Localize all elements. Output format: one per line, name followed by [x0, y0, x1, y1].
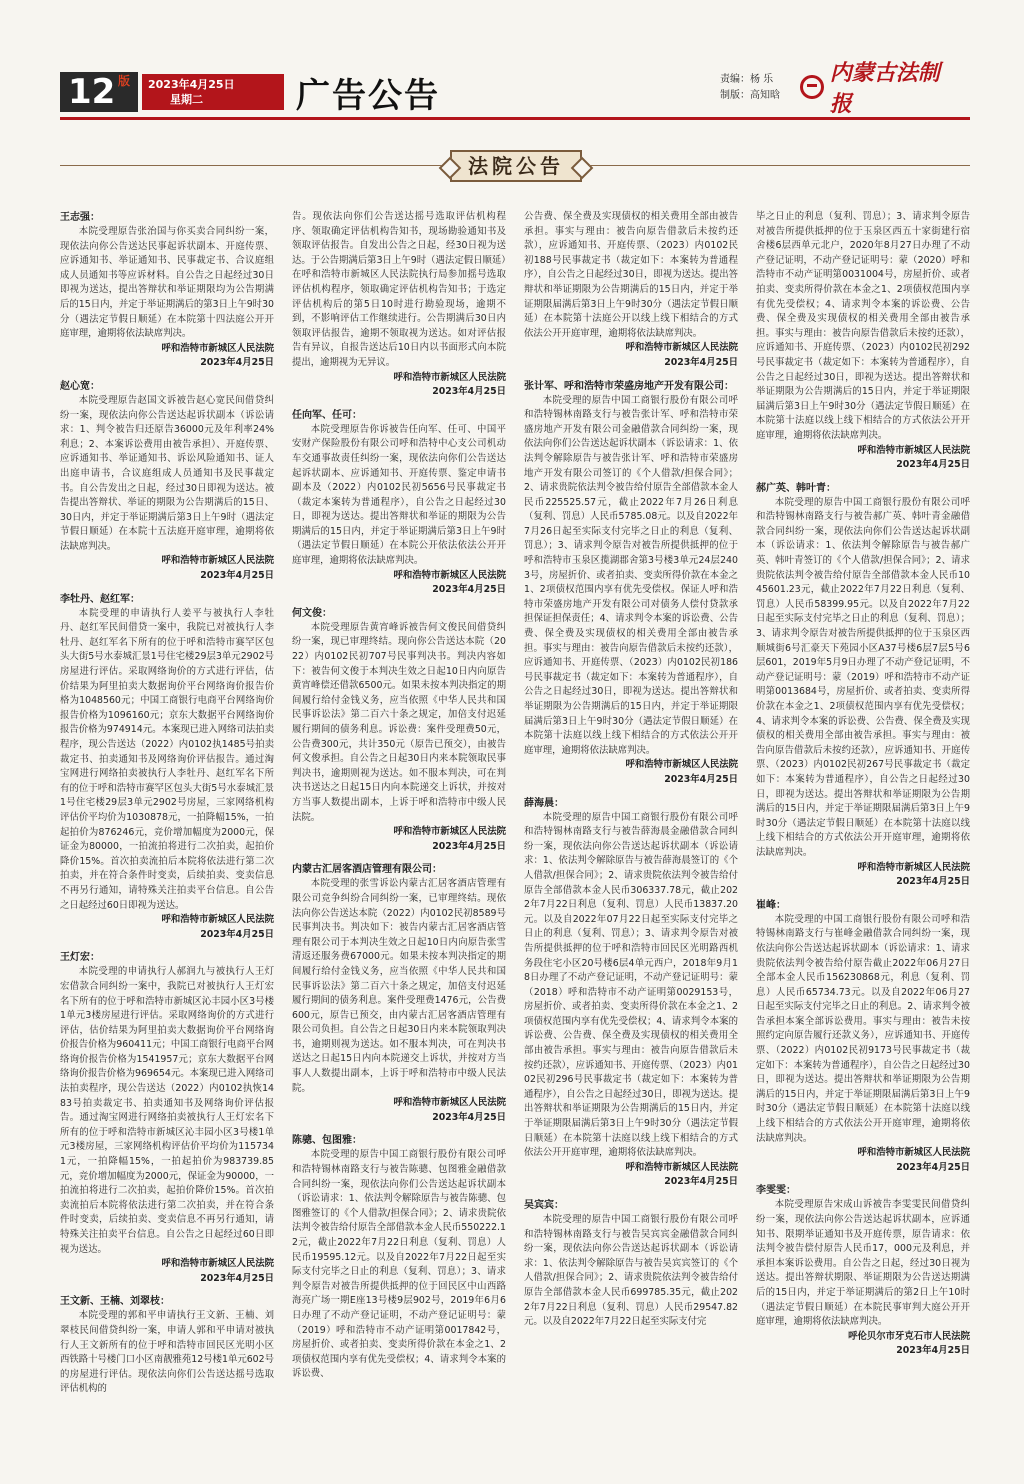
court-notice [292, 408, 506, 598]
notice-date: 2023年4月25日 [432, 1111, 506, 1123]
notice-court-signature: 呼和浩特市新城区人民法院 [857, 1147, 970, 1159]
court-notice [524, 796, 738, 1190]
logo-text: 内蒙古法制报 [829, 60, 940, 117]
notice-date: 2023年4月25日 [432, 584, 506, 596]
notice-body: 本院受理原告赵国文诉被告赵心宽民间借贷纠纷一案，现依法向你公告送达起诉状副本（诉讼请求：1、判令被告归还原告36000元及年利率24%利息；2、本案诉讼费用由被告承担）、开庭传票、应诉通知书、举证通知书、诉讼风险通知书、证人出庭申请书，合议庭组成人员通知书及民事裁定书。自公告发出之日起，经过30日即视为送达。被告提出答辩状、举证的期限为公告期满后的15日、30日内，并定于举证期满后第3日上午9时（遇法定节假日顺延）在本院十五法庭开庭审理，逾期将依法缺席判决。 [60, 394, 274, 552]
notice-date: 2023年4月25日 [200, 1272, 274, 1284]
notice-addressee: 王灯宏： [60, 952, 100, 964]
notice-court-signature: 呼和浩特市新城区人民法院 [625, 1161, 738, 1173]
notice-court-signature: 呼和浩特市新城区人民法院 [857, 444, 970, 456]
court-notice [292, 210, 506, 400]
notice-court-signature: 呼伦贝尔市牙克石市人民法院 [848, 1330, 970, 1342]
notice-body: 本院受理的原告中国工商银行股份有限公司呼和浩特锡林南路支行与被告张计军、呼和浩特市荣盛房地产开发有限公司金融借款合同纠纷一案，现依法向你们公告送达起诉状副本（诉讼请求：1、依法判令解除原告与被告张计军、呼和浩特市荣盛房地产开发有限公司签订的《个人借款/担保合同》；2、请求贵院依法判令被告给付原告全部借款本金人民币225525.57元，截止2022年7月26日利息（复利、罚息）人民币5785.08元。以及自2022年7月26日起至实际支付完毕之日止的利息（复利、罚息）；3、请求判令原告对被告所提供抵押的位于呼和浩特市玉泉区揽湖郡舍第3号楼3单元24层2403号，房屋折价、或者拍卖、变卖所得价款在本金之1、2项债权范围内享有优先受偿权。保证人呼和浩特市荣盛房地产开发有限公司对债务人偿付贷款承担保证担保责任；4、请求判令本案的诉讼费、公告费、保全费及实现债权的相关费用全部由被告承担。事实与理由：被告向原告借款后未按约还款），应诉通知书、开庭传票、（2023）内0102民初186号民事裁定书（裁定如下：本案转为普通程序），自公告之日起经过30日，即视为送达。提出答辩状和举证期限为公告期满后的15日内，并定于举证期限届满后第3日上午9时30分（遇法定节假日顺延）在本院第十法庭以线上线下相结合的方式依法公开开庭审理，逾期将依法缺席判决。 [524, 394, 738, 756]
notice-body: 本院受理原告你诉被告任向军、任可、中国平安财产保险股份有限公司呼和浩特中心支公司机动车交通事故责任纠纷一案，现依法向你们公告送达起诉状副本、应诉通知书、开庭传票、鉴定申请书副本及（2022）内0102民初5656号民事裁定书（裁定本案转为普通程序），自公告之日起经过30日，即视为送达。提出答辩状和举证的期限为公告期满后的15日内，并定于举证期满后第3日上午9时（遇法定节假日顺延）在本院公开依法依法公开开庭审理，逾期将依法缺席判决。 [292, 423, 506, 567]
court-notice [524, 379, 738, 788]
notice-addressee: 陈骢、包图雅： [292, 1135, 362, 1147]
notice-addressee: 李牡丹、赵红军： [60, 593, 140, 605]
notice-date: 2023年4月25日 [432, 386, 506, 398]
court-notice [292, 862, 506, 1125]
banner-line-right [588, 165, 970, 166]
notice-addressee: 内蒙古汇居客酒店管理有限公司： [292, 864, 442, 876]
court-notice [292, 606, 506, 855]
header-rule [60, 117, 970, 120]
page-suffix: 版 [118, 74, 131, 88]
masthead [60, 60, 960, 118]
notice-body: 本院受理的张雪诉讼内蒙古汇居客酒店管理有限公司竞争纠纷合同纠纷一案，已审理终结。现依法向你公告送达本院（2022）内0102民初8589号民事判决书。判决如下：被告内蒙古汇居客酒店管理有限公司于本判决生效之日起10日内向原告张雪清返还服务费67000元。如果未按本判决指定的期间履行给付金钱义务，应当依照《中华人民共和国民事诉讼法》第二百六十条之规定，加倍支付迟延履行期间的债务利息。案件受理费1476元，公告费600元，原告已预交，由内蒙古汇居客酒店管理有限公司负担。自公告之日起30日内来本院领取判决书，逾期则视为送达。如不服本判决，可在判决书送达之日起15日内向本院递交上诉状，并按对方当事人人数提出副本，上诉于呼和浩特市中级人民法院。 [292, 878, 506, 1094]
designer: 制版：高知晗 [720, 90, 780, 101]
notice-date: 2023年4月25日 [896, 1345, 970, 1357]
notice-body: 本院受理的原告中国工商银行股份有限公司呼和浩特锡林南路支行与被告薛海晨金融借款合同纠纷一案，现依法向你公告送达起诉状副本（诉讼请求：1、依法判令解除原告与被告薛海晨签订的《个人借款/担保合同》；2、请求贵院依法判令被告给付原告全部借款本金人民币306337.78元，截止2022年7月22日利息（复利、罚息）人民币13837.20元。以及自2022年07月22日起至实际支付完毕之日止的利息（复利、罚息）；3、请求判令原告对被告所提供抵押的位于呼和浩特市回民区光明路西机务段住宅小区20号楼6层4单元西户，2018年9月18日办理了不动产登记证明，不动产登记证明号：蒙（2018）呼和浩特市不动产证明第0029153号，房屋折价、或者拍卖、变卖所得价款在本金之1、2项债权范围内享有优先受偿权；4、请求判令本案的诉讼费、公告费、保全费及实现债权的相关费用全部由被告承担。事实与理由：被告向原告借款后未按约还款），应诉通知书、开庭传票、（2023）内0102民初296号民事裁定书（裁定如下：本案转为普通程序），自公告之日起经过30日，即视为送达。提出答辩状和举证期限为公告期满后的15日内，并定于举证期限届满后第3日上午9时30分（遇法定节假日顺延）在本院第十法庭以线上线下相结合的方式依法公开开庭审理，逾期将依法缺席判决。 [524, 811, 738, 1159]
court-notice [756, 481, 970, 890]
notice-date: 2023年4月25日 [200, 570, 274, 582]
notice-court-signature: 呼和浩特市新城区人民法院 [161, 342, 274, 354]
court-notice [756, 1183, 970, 1359]
notice-court-signature: 呼和浩特市新城区人民法院 [393, 1097, 506, 1109]
notice-body: 本院受理原告黄宵峰诉被告何文俊民间借贷纠纷一案，现已审理终结。现向你公告送达本院（2022）内0102民初707号民事判决书。判决内容如下：被告何文俊于本判决生效之日起10日内向原告黄宵峰偿还借款6500元。如果未按本判决指定的期间履行给付金钱义务，应当依照《中华人民共和国民事诉讼法》第二百六十条之规定，加倍支付迟延履行期间的债务利息。诉讼费：案件受理费50元，公告费300元，共计350元（原告已预交），由被告何文俊承担。自公告之日起30日内来本院领取民事判决书，逾期则视为送达。如不服本判决，可在判决书送达之日起15日内向本院递交上诉状，并按对方当事人数提出副本，上诉于呼和浩特市中级人民法院。 [292, 621, 506, 823]
notice-addressee: 薛海晨： [524, 797, 564, 809]
notice-court-signature: 呼和浩特市新城区人民法院 [161, 555, 274, 567]
court-notice [60, 1294, 274, 1397]
notice-court-signature: 呼和浩特市新城区人民法院 [857, 861, 970, 873]
notice-court-signature: 呼和浩特市新城区人民法院 [625, 759, 738, 771]
notice-body: 本院受理的原告中国工商银行股份有限公司呼和浩特锡林南路支行与被告陈骢、包图雅金融借款合同纠纷一案，现依法向你们公告送达起诉状副本（诉讼请求：1、依法判令解除原告与被告陈骢、包图雅签订的《个人借款/担保合同》；2、请求贵院依法判令被告给付原告全部借款本金人民币550222.12元，截止2022年7月22日利息（复利、罚息）人民币19595.12元。以及自2022年7月22日起至实际支付完毕之日止的利息（复利、罚息）；3、请求判令原告对被告所提供抵押的位于回民区中山西路海亮广场一期E座13号楼9层902号，2019年6月6日办理了不动产登记证明，不动产登记证明号：蒙（2019）呼和浩特市不动产证明第0017842号，房屋折价、或者拍卖、变卖所得价款在本金之1、2项债权范围内享有优先受偿权；4、请求判令本案的诉讼费、 [292, 1149, 506, 1380]
notice-court-signature: 呼和浩特市新城区人民法院 [161, 1258, 274, 1270]
court-notice [524, 1198, 738, 1330]
banner-line-left [60, 165, 442, 166]
notice-body: 本院受理的申请执行人郝润九与被执行人王灯宏借款合同纠纷一案中，我院已对被执行人王灯宏名下所有的位于呼和浩特市新城区沁丰园小区3号楼1单元3楼房屋进行评估。采取网络询价的方式进行评估，估价结果为阿里拍卖大数据询价平台网络询价报告价格为960411元；中国工商银行电商平台网络询价报告价格为1541957元；京东大数据平台网络询价报告价格为969654元。本案现已进入网络司法拍卖程序，现公告送达（2022）内0102执恢1483号拍卖裁定书、拍卖通知书及网络询价评估报告。通过淘宝网进行网络拍卖被执行人王灯宏名下所有的位于呼和浩特市新城区沁丰园小区3号楼1单元3楼房屋，三家网络机构评估价平均价为1157341元，一拍降幅15%，一拍起拍价为983739.85元，竞价增加幅度为2000元，保证金为90000，一拍流拍将进行二次拍卖，起拍价降价15%。首次拍卖流拍后本院将依法进行第二次拍卖，并在符合条件时变卖，后续拍卖、变卖信息不再另行通知，请特殊关注拍卖平台信息。自公告之日起经过60日即视为送达。 [60, 966, 274, 1255]
notice-addressee: 崔峰： [756, 899, 786, 911]
column-3 [524, 210, 738, 1480]
notice-addressee: 何文俊： [292, 607, 332, 619]
notice-addressee: 张计军、呼和浩特市荣盛房地产开发有限公司： [524, 380, 734, 392]
logo-emblem-icon [800, 75, 824, 99]
notice-court-signature: 呼和浩特市新城区人民法院 [393, 569, 506, 581]
notice-date: 2023年4月25日 [896, 876, 970, 888]
notice-addressee: 赵心宽： [60, 380, 100, 392]
court-notice [60, 210, 274, 371]
editor: 责编：杨 乐 [720, 74, 774, 85]
issue-date: 2023年4月25日 [148, 78, 235, 91]
notice-date: 2023年4月25日 [896, 459, 970, 471]
court-notice [292, 1133, 506, 1382]
issue-date-box [142, 74, 284, 110]
notice-body: 毕之日止的利息（复利、罚息）；3、请求判令原告对被告所提供抵押的位于玉泉区西五十家街建行宿舍楼6层西单元北户，2020年8月27日办理了不动产登记证明，不动产登记证明号：蒙（2020）呼和浩特市不动产证明第0031004号，房屋折价、或者拍卖、变卖所得价款在本金之1、2项债权范围内享有优先受偿权；4、请求判令本案的诉讼费、公告费、保全费及实现债权的相关费用全部由被告承担。事实与理由：被告向原告借款后未按约还款），应诉通知书、开庭传票、（2023）内0102民初292号民事裁定书（裁定如下：本案转为普通程序），自公告之日起经过30日，即视为送达。提出答辩状和举证期限为公告期满后的15日内，并定于举证期限届满后第3日上午9时30分（遇法定节假日顺延）在本院第十法庭以线上线下相结合的方式依法公开开庭审理，逾期将依法缺席判决。 [756, 211, 970, 441]
court-notice-banner [60, 150, 970, 182]
notice-body: 告。现依法向你们公告送达摇号选取评估机构程序、领取确定评估机构告知书，现场勘验通知书及领取评估报告。自发出公告之日起，经30日视为送达。于公告期满后第3日上午9时（遇法定假日顺延）在呼和浩特市新城区人民法院执行局参加摇号选取评估机构程序，领取确定评估机构告知书；于选定评估机构后的第5日10时进行勘验现场，逾期不到，不影响评估工作继续进行。公告期满后30日内领取评估报告，逾期不领取视为送达。如对评估报告有异议，自报告送达后10日内以书面形式向本院提出，逾期视为无异议。 [292, 211, 506, 368]
notice-court-signature: 呼和浩特市新城区人民法院 [161, 914, 274, 926]
notice-date: 2023年4月25日 [200, 928, 274, 940]
notice-court-signature: 呼和浩特市新城区人民法院 [393, 371, 506, 383]
notice-addressee: 郝广英、韩叶青： [756, 482, 836, 494]
column-4 [756, 210, 970, 1480]
notice-date: 2023年4月25日 [896, 1161, 970, 1173]
notice-body: 本院受理的原告中国工商银行股份有限公司呼和浩特锡林南路支行与被告郝广英、韩叶青金融借款合同纠纷一案，现依法向你们公告送达起诉状副本（诉讼请求：1、依法判令解除原告与被告郝广英、韩叶青签订的《个人借款/担保合同》；2、请求贵院依法判令被告给付原告全部借款本金人民币1045601.23元，截止2022年7月22日利息（复利、罚息）人民币58399.95元。以及自2022年7月22日起至实际支付完毕之日止的利息（复利、罚息）；3、请求判令原告对被告所提供抵押的位于玉泉区西顺城街6号汇豪天下苑园小区A37号楼6层7层5号6层601，2019年5月9日办理了不动产登记证明，不动产登记证明号：蒙（2019）呼和浩特市不动产证明第0013684号，房屋折价、或者拍卖、变卖所得价款在本金之1、2项债权范围内享有优先受偿权；4、请求判令本案的诉讼费、公告费、保全费及实现债权的相关费用全部由被告承担。事实与理由：被告向原告借款后未按约还款），应诉通知书、开庭传票、（2023）内0102民初267号民事裁定书（裁定如下：本案转为普通程序），自公告之日起经过30日，即视为送达。提出答辩状和举证期限为公告期满后的15日内，并定于举证期限届满后第3日上午9时30分（遇法定节假日顺延）在本院第十法庭以线上线下相结合的方式依法公开开庭审理，逾期将依法缺席判决。 [756, 496, 970, 858]
notice-addressee: 任向军、任可： [292, 409, 362, 421]
court-notice [60, 379, 274, 584]
notice-body: 本院受理的原告中国工商银行股份有限公司呼和浩特锡林南路支行与被告吴宾宾金融借款合同纠纷一案，现依法向你公告送达起诉状副本（诉讼请求：1、依法判令解除原告与被告吴宾宾签订的《个人借款/担保合同》；2、请求贵院依法判令被告给付原告全部借款本金人民币699785.35元，截止2022年7月22日利息（复利、罚息）人民币29547.82元。以及自2022年7月22日起至实际支付完 [524, 1214, 738, 1328]
notice-addressee: 王志强： [60, 212, 100, 223]
page-number: 12 版 [60, 72, 138, 112]
notice-body: 本院受理的申请执行人姜平与被执行人李牡丹、赵红军民间借贷一案中，我院已对被执行人李牡丹、赵红军名下所有的位于呼和浩特市赛罕区包头大街5号水泰城汇景1号住宅楼29层3单元2902号房屋进行评估。采取网络询价的方式进行评估，估价结果为阿里拍卖大数据询价平台网络询价报告价格为1048560元；中国工商银行电商平台网络询价报告价格为1096160元；京东大数据平台网络询价报告价格为974914元。本案现已进入网络司法拍卖程序，现公告送达（2022）内0102执1485号拍卖裁定书、拍卖通知书及网络询价评估报告。通过淘宝网进行网络拍卖被执行人李牡丹、赵红军名下所有的位于呼和浩特市赛罕区包头大街5号水泰城汇景1号住宅楼29层3单元2902号房屋，三家网络机构评估价平均价为1030878元，一拍降幅15%，一拍起拍价为876246元，竞价增加幅度为2000元，保证金为80000，一拍流拍将进行二次拍卖，起拍价降价15%。首次拍卖流拍后本院将依法进行第二次拍卖，并在符合条件时变卖，后续拍卖、变卖信息不再另行通知，请特殊关注拍卖平台信息。自公告之日起经过60日即视为送达。 [60, 607, 274, 911]
notice-body: 本院受理的郭和平申请执行王文新、王楠、刘翠枝民间借贷纠纷一案，申请人郭和平申请对被执行人王文新所有的位于呼和浩特市回民区光明小区西铁路十号楼门口小区南靓雅苑12号楼1单元602号的房屋进行评估。现依法向你们公告送达摇号选取评估机构的 [60, 1310, 274, 1395]
notice-addressee: 李雯雯： [756, 1185, 796, 1197]
newspaper-logo [800, 60, 960, 117]
banner-title: 法院公告 [450, 150, 582, 182]
notice-date: 2023年4月25日 [664, 773, 738, 785]
notice-date: 2023年4月25日 [664, 356, 738, 368]
column-1 [60, 210, 274, 1480]
notice-addressee: 吴宾宾： [524, 1200, 564, 1211]
notice-body: 本院受理的中国工商银行股份有限公司呼和浩特锡林南路支行与崔峰金融借款合同纠纷一案，现依法向你公告送达起诉状副本（诉讼请求：1、请求贵院依法判令被告给付原告截止2022年06月27日全部本金人民币156230868元，利息（复利、罚息）人民币65734.73元。以及自2022年06月27日起至实际支付完毕之日止的利息。2、请求判令被告承担本案全部诉讼费用。事实与理由：被告未按照约定向原告履行还款义务），应诉通知书、开庭传票、（2022）内0102民初9173号民事裁定书（裁定如下：本案转为普通程序），自公告之日起经过30日，即视为送达。提出答辩状和举证期限为公告期满后的15日内，并定于举证期限届满后第3日上午9时30分（遇法定节假日顺延）在本院第十法庭以线上线下相结合的方式依法公开开庭审理，逾期将依法缺席判决。 [756, 913, 970, 1144]
editor-credits [720, 72, 780, 104]
court-notice [756, 898, 970, 1176]
court-notice [756, 210, 970, 473]
court-notice [60, 592, 274, 943]
notice-body: 本院受理原告宋成山诉被告李雯雯民间借贷纠纷一案，现依法向你公告送达起诉状副本，应诉通知书、限期举证通知书及开庭传票，原告请求：依法判令被告偿付原告人民币17，000元及利息，并承担本案诉讼费用。自公告之日起，经过30日视为送达。提出答辩状期限、举证期限为公告送达期满后的15日内，并定于举证期满后的第2日上午10时（遇法定节假日顺延）在本院民事审判大庭公开开庭审理，逾期将依法缺席判决。 [756, 1199, 970, 1328]
section-title: 广告公告 [296, 76, 440, 116]
notice-date: 2023年4月25日 [664, 1176, 738, 1188]
notice-columns [60, 210, 970, 1480]
court-notice [60, 950, 274, 1286]
notice-court-signature: 呼和浩特市新城区人民法院 [625, 342, 738, 354]
notice-date: 2023年4月25日 [200, 357, 274, 369]
notice-court-signature: 呼和浩特市新城区人民法院 [393, 826, 506, 838]
issue-weekday: 星期二 [170, 93, 203, 106]
notice-date: 2023年4月25日 [432, 840, 506, 852]
notice-body: 本院受理原告张治国与你买卖合同纠纷一案，现依法向你公告送达民事起诉状副本、开庭传票、应诉通知书、举证通知书、民事裁定书、合议庭组成人员通知书等应诉材料。自公告之日起经过30日即视为送达，提出答辩状和举证期限均为公告期满后的15日内，并定于举证期满后的第3日上午9时30分（遇法定节假日顺延）在本院第十四法庭公开开庭审理，逾期将依法缺席判决。 [60, 226, 274, 340]
court-notice [524, 210, 738, 371]
notice-addressee: 王文新、王楠、刘翠枝： [60, 1296, 170, 1308]
notice-body: 公告费、保全费及实现债权的相关费用全部由被告承担。事实与理由：被告向原告借款后未按约还款），应诉通知书、开庭传票、（2023）内0102民初188号民事裁定书（裁定如下：本案转为普通程序），自公告之日起经过30日，即视为送达。提出答辩状和举证期限为公告期满后的15日内，并定于举证期限届满后第3日上午9时30分（遇法定节假日顺延）在本院第十法庭公开以线上线下相结合的方式依法公开开庭审理，逾期将依法缺席判决。 [524, 211, 738, 339]
column-2 [292, 210, 506, 1480]
